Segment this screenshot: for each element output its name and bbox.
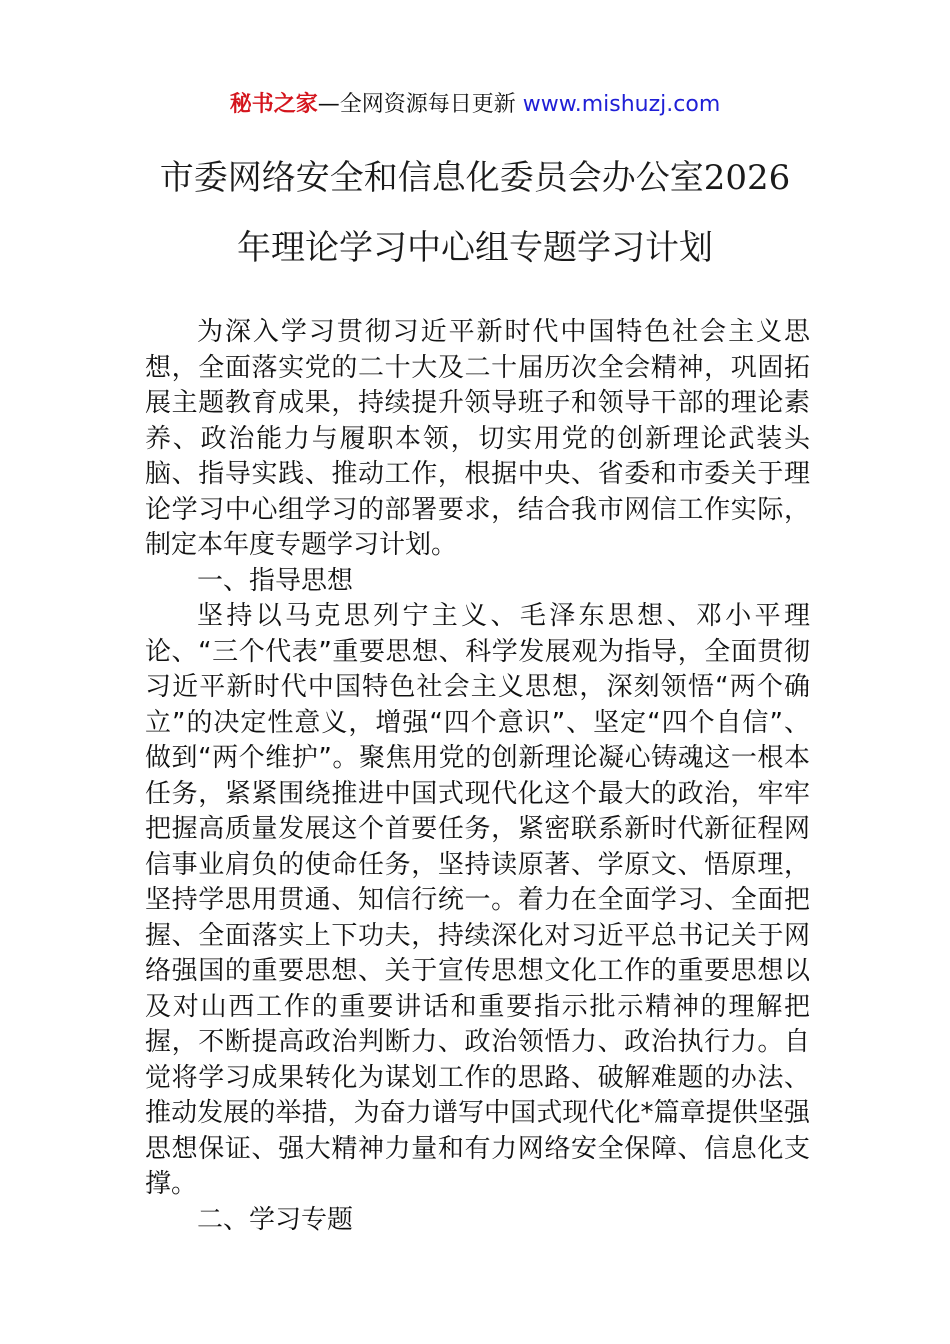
title-text: 市委网络安全和信息化委员会办公室 — [159, 158, 704, 198]
document-body — [145, 315, 810, 1238]
site-url-link[interactable]: www.mishuzj.com — [522, 92, 721, 117]
title-year: 2026 — [703, 158, 791, 198]
section-heading-study-topics: 二、学习专题 — [197, 1204, 354, 1235]
brand-name: 秘书之家 — [229, 92, 318, 117]
guiding-ideology-paragraph: 坚持以马克思列宁主义、毛泽东思想、邓小平理论、“三个代表”重要思想、科学发展观为指导，全面贯彻习近平新时代中国特色社会主义思想，深刻领悟“两个确立”的决定性意义，增强“四个意识”、坚定“四个自信”、做到“两个维护”。聚焦用党的创新理论凝心铸魂这一根本任务，紧紧围绕推进中国式现代化这个最大的政治，牢牢把握高质量发展这个首要任务，紧密联系新时代新征程网信事业肩负的使命任务，坚持读原著、学原文、悟原理，坚持学思用贯通、知信行统一。着力在全面学习、全面把握、全面落实上下功夫，持续深化对习近平总书记关于网络强国的重要思想、关于宣传思想文化工作的重要思想以及对山西工作的重要讲话和重要指示批示精神的理解把握，不断提高政治判断力、政治领悟力、政治执行力。自觉将学习成果转化为谋划工作的思路、破解难题的办法、推动发展的举措，为奋力谱写中国式现代化*篇章提供坚强思想保证、强大精神力量和有力网络安全保障、信息化支撑。 — [145, 601, 810, 1199]
header-tagline: —全网资源每日更新 — [317, 92, 516, 117]
document-title-line-1 — [0, 150, 950, 199]
document-title-line-2: 年理论学习中心组专题学习计划 — [237, 228, 713, 268]
intro-paragraph: 为深入学习贯彻习近平新时代中国特色社会主义思想，全面落实党的二十大及二十届历次全会精神，巩固拓展主题教育成果，持续提升领导班子和领导干部的理论素养、政治能力与履职本领，切实用党的创新理论武装头脑、指导实践、推动工作，根据中央、省委和市委关于理论学习中心组学习的部署要求，结合我市网信工作实际，制定本年度专题学习计划。 — [145, 317, 810, 560]
section-heading-guiding-ideology: 一、指导思想 — [197, 565, 354, 596]
site-header — [0, 88, 950, 122]
